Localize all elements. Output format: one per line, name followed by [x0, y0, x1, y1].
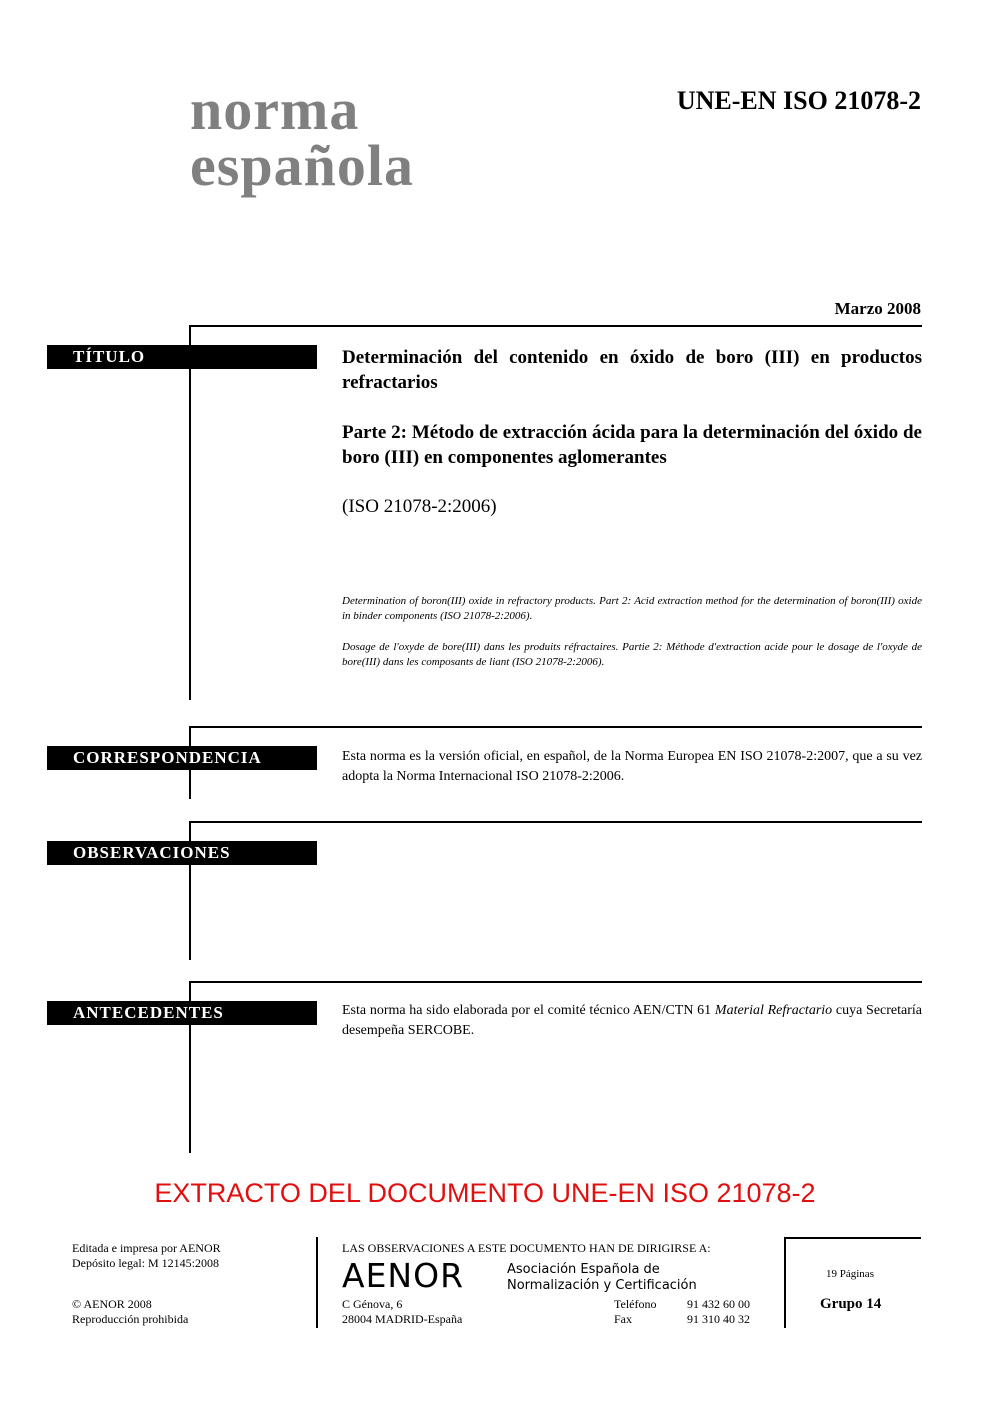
phone-value: 91 432 60 00: [687, 1297, 750, 1311]
fax-label: Fax: [614, 1312, 632, 1326]
price-group: Grupo 14: [820, 1296, 882, 1312]
section-vertical-rule: [189, 325, 191, 700]
title-main: Determinación del contenido en óxido de boro (III) en productos refractarios: [342, 347, 922, 393]
copyright-line: © AENOR 2008: [72, 1297, 152, 1311]
info-box-side: [784, 1237, 786, 1328]
observaciones-label: OBSERVACIONES: [47, 841, 317, 865]
title-english: Determination of boron(III) oxide in refractory products. Part 2: Acid extraction method for the determination of boron(III) oxide in binder components (ISO 21078-2:2006).: [342, 595, 922, 622]
contact-labels: [614, 1297, 656, 1327]
antecedentes-text-end: cuya Secretaría desempeña SERCOBE.: [342, 1003, 922, 1038]
info-box-top: [784, 1237, 921, 1239]
antecedentes-text: [342, 1001, 922, 1041]
correspondencia-label: CORRESPONDENCIA: [47, 746, 317, 770]
antecedentes-text-start: Esta norma ha sido elaborada por el comité técnico AEN/CTN 61: [342, 1003, 715, 1018]
section-divider: [189, 325, 922, 327]
extract-notice: EXTRACTO DEL DOCUMENTO UNE-EN ISO 21078-2: [154, 1178, 816, 1208]
correspondencia-text: Esta norma es la versión oficial, en español, de la Norma Europea EN ISO 21078-2:2007, que a su vez adopta la Norma Internacional ISO 21078-2:2006.: [342, 749, 922, 784]
address-street: C Génova, 6: [342, 1297, 403, 1311]
brand-line-2: española: [190, 133, 414, 198]
iso-reference: (ISO 21078-2:2006): [342, 496, 497, 517]
observations-notice: LAS OBSERVACIONES A ESTE DOCUMENTO HAN DE DIRIGIRSE A:: [342, 1241, 711, 1255]
contact-values: [687, 1297, 750, 1327]
committee-name: Material Refractario: [714, 1003, 833, 1018]
reproduction-notice: Reproducción prohibida: [72, 1312, 189, 1326]
standard-code: UNE-EN ISO 21078-2: [676, 86, 921, 115]
aenor-name-line-2: Normalización y Certificación: [507, 1278, 697, 1293]
address-city: 28004 MADRID-España: [342, 1312, 463, 1326]
brand-line-1: norma: [190, 77, 360, 142]
fax-value: 91 310 40 32: [687, 1312, 750, 1326]
title-french: Dosage de l'oxyde de bore(III) dans les produits réfractaires. Partie 2: Méthode d'extraction acide pour le dosage de l'oxyde de bore(III) dans les composants de liant (ISO 21078-2:2006).: [342, 641, 922, 668]
aenor-address: [342, 1297, 462, 1327]
footer-divider: [316, 1237, 318, 1328]
page-count: 19 Páginas: [826, 1268, 874, 1280]
section-divider: [189, 726, 922, 728]
brand-title: [190, 77, 414, 198]
edition-info: [72, 1241, 221, 1271]
copyright-info: [72, 1297, 188, 1327]
aenor-logo: AENOR: [342, 1256, 465, 1295]
title-part: Parte 2: Método de extracción ácida para la determinación del óxido de boro (III) en componentes aglomerantes: [342, 422, 922, 468]
section-divider: [189, 981, 922, 983]
legal-deposit: Depósito legal: M 12145:2008: [72, 1256, 219, 1270]
edition-line-1: Editada e impresa por AENOR: [72, 1241, 221, 1255]
section-divider: [189, 821, 922, 823]
aenor-full-name: [507, 1262, 697, 1294]
aenor-name-line-1: Asociación Española de: [507, 1262, 660, 1277]
titulo-label: TÍTULO: [47, 345, 317, 369]
phone-label: Teléfono: [614, 1297, 657, 1311]
antecedentes-label: ANTECEDENTES: [47, 1001, 317, 1025]
publication-date: Marzo 2008: [834, 299, 921, 318]
